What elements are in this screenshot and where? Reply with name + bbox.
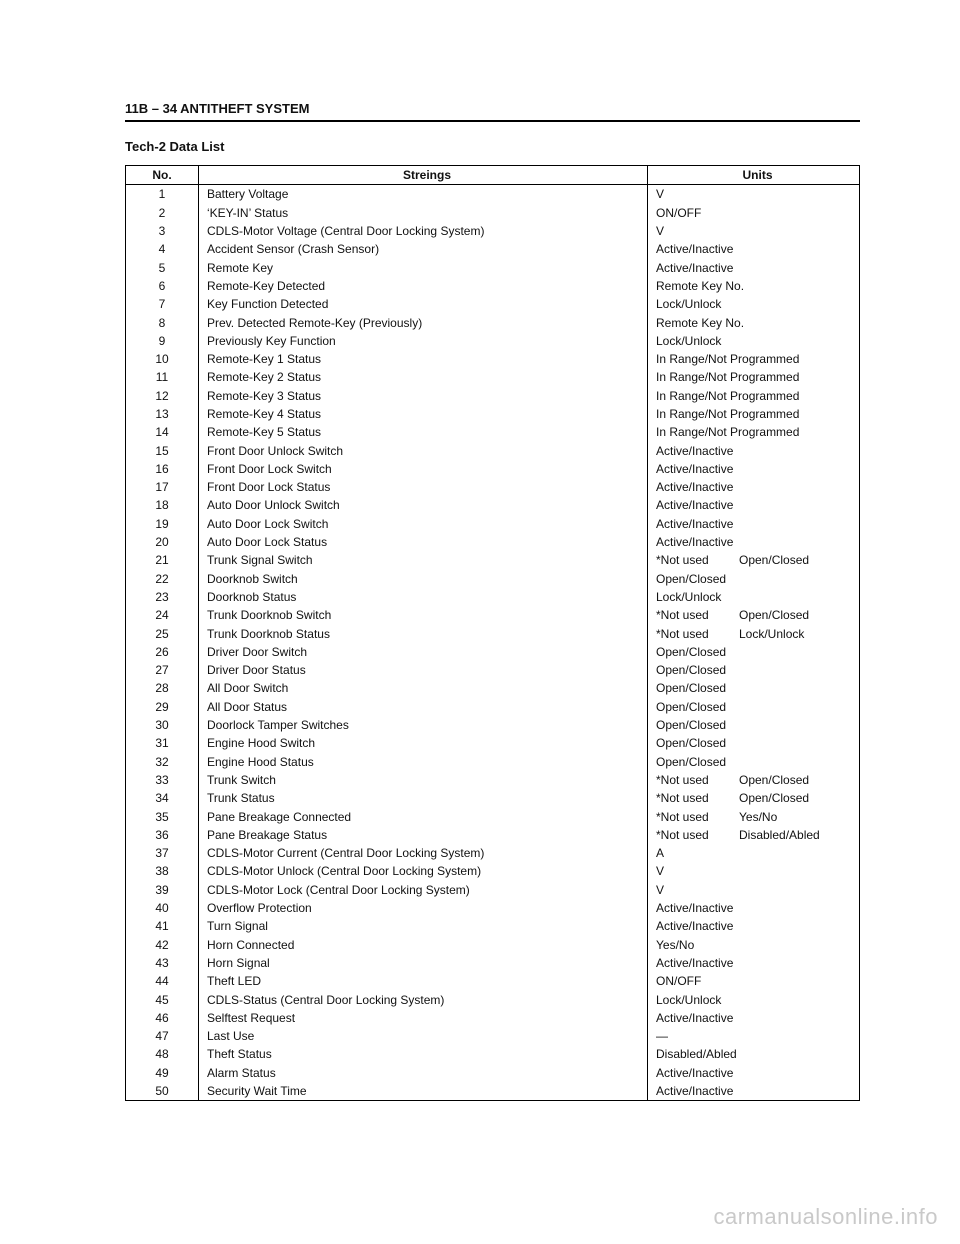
table-row bbox=[126, 807, 860, 825]
row-unit: In Range/Not Programmed bbox=[656, 388, 800, 403]
row-string: Accident Sensor (Crash Sensor) bbox=[199, 240, 648, 258]
row-string: Driver Door Status bbox=[199, 661, 648, 679]
row-unit: Active/Inactive bbox=[656, 535, 734, 550]
row-unit-cell bbox=[648, 570, 860, 588]
table-row bbox=[126, 606, 860, 624]
row-string: Trunk Signal Switch bbox=[199, 551, 648, 569]
row-unit: V bbox=[656, 882, 665, 897]
table-header-row bbox=[126, 166, 860, 185]
row-string: CDLS-Motor Lock (Central Door Locking System) bbox=[199, 881, 648, 899]
row-unit: Open/Closed bbox=[739, 791, 810, 806]
row-unit-cell bbox=[648, 862, 860, 880]
table-row bbox=[126, 661, 860, 679]
row-unit: A bbox=[656, 846, 665, 861]
row-unit: Open/Closed bbox=[739, 553, 810, 568]
table-row bbox=[126, 570, 860, 588]
row-unit: Active/Inactive bbox=[656, 955, 734, 970]
table-row bbox=[126, 917, 860, 935]
row-string: Doorlock Tamper Switches bbox=[199, 716, 648, 734]
table-row bbox=[126, 185, 860, 204]
row-unit-cell bbox=[648, 240, 860, 258]
table-row bbox=[126, 753, 860, 771]
row-string: Doorknob Status bbox=[199, 588, 648, 606]
row-unit: V bbox=[656, 187, 665, 202]
row-unit-cell bbox=[648, 1082, 860, 1101]
row-string: Remote Key bbox=[199, 258, 648, 276]
row-number: 9 bbox=[126, 332, 199, 350]
row-number: 37 bbox=[126, 844, 199, 862]
row-unit: Open/Closed bbox=[739, 608, 810, 623]
table-row bbox=[126, 350, 860, 368]
row-unit: Lock/Unlock bbox=[656, 333, 722, 348]
row-string: CDLS-Motor Current (Central Door Locking System) bbox=[199, 844, 648, 862]
row-string: Front Door Unlock Switch bbox=[199, 441, 648, 459]
row-number: 38 bbox=[126, 862, 199, 880]
row-number: 6 bbox=[126, 277, 199, 295]
row-number: 32 bbox=[126, 753, 199, 771]
row-number: 18 bbox=[126, 496, 199, 514]
table-row bbox=[126, 698, 860, 716]
table-row bbox=[126, 826, 860, 844]
row-unit: Open/Closed bbox=[739, 772, 810, 787]
row-number: 12 bbox=[126, 387, 199, 405]
row-unit-cell bbox=[648, 1045, 860, 1063]
table-row bbox=[126, 441, 860, 459]
table-row bbox=[126, 1064, 860, 1082]
row-string: Front Door Lock Status bbox=[199, 478, 648, 496]
row-string: Pane Breakage Status bbox=[199, 826, 648, 844]
row-unit: Active/Inactive bbox=[656, 498, 734, 513]
row-string: Remote-Key 1 Status bbox=[199, 350, 648, 368]
row-unit-cell bbox=[648, 734, 860, 752]
row-string: Turn Signal bbox=[199, 917, 648, 935]
row-unit: Active/Inactive bbox=[656, 260, 734, 275]
row-unit: Lock/Unlock bbox=[739, 626, 805, 641]
table-row bbox=[126, 240, 860, 258]
row-unit-cell bbox=[648, 222, 860, 240]
row-number: 43 bbox=[126, 954, 199, 972]
row-unit-cell bbox=[648, 899, 860, 917]
row-unit-cell bbox=[648, 789, 860, 807]
row-note: *Not used bbox=[656, 809, 709, 824]
tech2-data-table bbox=[125, 165, 860, 1101]
row-string: CDLS-Motor Unlock (Central Door Locking System) bbox=[199, 862, 648, 880]
table-row bbox=[126, 551, 860, 569]
row-string: Trunk Doorknob Status bbox=[199, 624, 648, 642]
table-row bbox=[126, 624, 860, 642]
row-string: All Door Status bbox=[199, 698, 648, 716]
row-unit: Remote Key No. bbox=[656, 315, 745, 330]
table-row bbox=[126, 496, 860, 514]
row-number: 35 bbox=[126, 807, 199, 825]
row-unit: Open/Closed bbox=[656, 736, 727, 751]
row-note: *Not used bbox=[656, 772, 709, 787]
row-string: Trunk Switch bbox=[199, 771, 648, 789]
row-unit: Open/Closed bbox=[656, 663, 727, 678]
row-unit: Active/Inactive bbox=[656, 919, 734, 934]
row-unit-cell bbox=[648, 954, 860, 972]
row-unit-cell bbox=[648, 753, 860, 771]
row-note: *Not used bbox=[656, 626, 709, 641]
row-unit-cell bbox=[648, 350, 860, 368]
row-string: All Door Switch bbox=[199, 679, 648, 697]
table-row bbox=[126, 515, 860, 533]
row-unit: Open/Closed bbox=[656, 644, 727, 659]
row-number: 4 bbox=[126, 240, 199, 258]
row-unit-cell bbox=[648, 661, 860, 679]
row-number: 31 bbox=[126, 734, 199, 752]
row-string: Remote-Key 4 Status bbox=[199, 405, 648, 423]
row-unit-cell bbox=[648, 533, 860, 551]
row-unit: Open/Closed bbox=[656, 754, 727, 769]
table-row bbox=[126, 862, 860, 880]
row-unit-cell bbox=[648, 1009, 860, 1027]
table-row bbox=[126, 1009, 860, 1027]
row-unit: Active/Inactive bbox=[656, 1083, 734, 1098]
table-row bbox=[126, 1082, 860, 1101]
row-string: Trunk Doorknob Switch bbox=[199, 606, 648, 624]
row-number: 7 bbox=[126, 295, 199, 313]
row-unit: — bbox=[656, 1029, 668, 1044]
row-string: Auto Door Lock Status bbox=[199, 533, 648, 551]
row-unit-cell bbox=[648, 917, 860, 935]
row-number: 49 bbox=[126, 1064, 199, 1082]
row-unit: Open/Closed bbox=[656, 571, 727, 586]
row-unit-cell bbox=[648, 423, 860, 441]
row-number: 19 bbox=[126, 515, 199, 533]
row-unit-cell bbox=[648, 643, 860, 661]
table-row bbox=[126, 954, 860, 972]
row-string: Remote-Key 5 Status bbox=[199, 423, 648, 441]
row-unit: Yes/No bbox=[739, 809, 778, 824]
row-unit: ON/OFF bbox=[656, 974, 702, 989]
row-string: Auto Door Lock Switch bbox=[199, 515, 648, 533]
row-unit-cell bbox=[648, 185, 860, 204]
row-unit: Open/Closed bbox=[656, 681, 727, 696]
table-row bbox=[126, 881, 860, 899]
row-unit: Disabled/Abled bbox=[656, 1047, 737, 1062]
row-number: 39 bbox=[126, 881, 199, 899]
table-row bbox=[126, 295, 860, 313]
row-unit-cell bbox=[648, 990, 860, 1008]
row-number: 22 bbox=[126, 570, 199, 588]
table-row bbox=[126, 588, 860, 606]
row-unit-cell bbox=[648, 698, 860, 716]
row-string: ‘KEY-IN’ Status bbox=[199, 204, 648, 222]
table-row bbox=[126, 899, 860, 917]
row-unit-cell bbox=[648, 405, 860, 423]
row-number: 45 bbox=[126, 990, 199, 1008]
table-row bbox=[126, 844, 860, 862]
table-row bbox=[126, 222, 860, 240]
row-number: 26 bbox=[126, 643, 199, 661]
row-number: 21 bbox=[126, 551, 199, 569]
row-unit: Open/Closed bbox=[656, 699, 727, 714]
row-unit-cell bbox=[648, 551, 860, 569]
row-unit: In Range/Not Programmed bbox=[656, 425, 800, 440]
row-unit: Active/Inactive bbox=[656, 1010, 734, 1025]
table-row bbox=[126, 771, 860, 789]
row-unit-cell bbox=[648, 679, 860, 697]
table-row bbox=[126, 368, 860, 386]
row-unit: Disabled/Abled bbox=[739, 827, 820, 842]
row-unit: In Range/Not Programmed bbox=[656, 370, 800, 385]
row-unit-cell bbox=[648, 881, 860, 899]
row-number: 15 bbox=[126, 441, 199, 459]
row-number: 29 bbox=[126, 698, 199, 716]
row-string: Remote-Key Detected bbox=[199, 277, 648, 295]
row-unit: V bbox=[656, 224, 665, 239]
row-unit-cell bbox=[648, 606, 860, 624]
row-unit: Lock/Unlock bbox=[656, 992, 722, 1007]
row-unit: Active/Inactive bbox=[656, 461, 734, 476]
table-row bbox=[126, 789, 860, 807]
row-unit: ON/OFF bbox=[656, 205, 702, 220]
table-row bbox=[126, 990, 860, 1008]
row-string: Trunk Status bbox=[199, 789, 648, 807]
row-unit-cell bbox=[648, 441, 860, 459]
row-number: 47 bbox=[126, 1027, 199, 1045]
row-number: 40 bbox=[126, 899, 199, 917]
table-row bbox=[126, 258, 860, 276]
row-string: Battery Voltage bbox=[199, 185, 648, 204]
row-number: 50 bbox=[126, 1082, 199, 1101]
table-row bbox=[126, 460, 860, 478]
table-row bbox=[126, 533, 860, 551]
table-row bbox=[126, 423, 860, 441]
row-unit: Active/Inactive bbox=[656, 516, 734, 531]
row-string: CDLS-Status (Central Door Locking System) bbox=[199, 990, 648, 1008]
row-number: 16 bbox=[126, 460, 199, 478]
row-string: Theft LED bbox=[199, 972, 648, 990]
row-string: Engine Hood Status bbox=[199, 753, 648, 771]
row-number: 8 bbox=[126, 313, 199, 331]
row-unit-cell bbox=[648, 496, 860, 514]
section-title: Tech-2 Data List bbox=[125, 139, 225, 154]
row-unit: Active/Inactive bbox=[656, 443, 734, 458]
row-string: Auto Door Unlock Switch bbox=[199, 496, 648, 514]
row-number: 48 bbox=[126, 1045, 199, 1063]
row-unit-cell bbox=[648, 807, 860, 825]
row-string: Pane Breakage Connected bbox=[199, 807, 648, 825]
table-row bbox=[126, 1027, 860, 1045]
row-unit: Active/Inactive bbox=[656, 480, 734, 495]
row-number: 34 bbox=[126, 789, 199, 807]
column-header-streings: Streings bbox=[199, 166, 648, 185]
row-unit-cell bbox=[648, 716, 860, 734]
row-unit-cell bbox=[648, 313, 860, 331]
row-string: Prev. Detected Remote-Key (Previously) bbox=[199, 313, 648, 331]
row-string: Alarm Status bbox=[199, 1064, 648, 1082]
row-number: 42 bbox=[126, 935, 199, 953]
row-number: 1 bbox=[126, 185, 199, 204]
table-row bbox=[126, 643, 860, 661]
row-string: Driver Door Switch bbox=[199, 643, 648, 661]
row-note: *Not used bbox=[656, 553, 709, 568]
row-number: 13 bbox=[126, 405, 199, 423]
page-header: 11B – 34 ANTITHEFT SYSTEM bbox=[125, 101, 860, 122]
row-unit-cell bbox=[648, 204, 860, 222]
row-string: Front Door Lock Switch bbox=[199, 460, 648, 478]
table-row bbox=[126, 405, 860, 423]
row-unit-cell bbox=[648, 624, 860, 642]
table-row bbox=[126, 716, 860, 734]
row-number: 28 bbox=[126, 679, 199, 697]
row-unit-cell bbox=[648, 277, 860, 295]
row-unit-cell bbox=[648, 588, 860, 606]
row-string: Key Function Detected bbox=[199, 295, 648, 313]
column-header-units: Units bbox=[648, 166, 860, 185]
row-number: 41 bbox=[126, 917, 199, 935]
row-number: 14 bbox=[126, 423, 199, 441]
row-string: Doorknob Switch bbox=[199, 570, 648, 588]
row-string: Last Use bbox=[199, 1027, 648, 1045]
row-unit-cell bbox=[648, 515, 860, 533]
row-unit-cell bbox=[648, 844, 860, 862]
row-unit: Active/Inactive bbox=[656, 242, 734, 257]
row-number: 30 bbox=[126, 716, 199, 734]
watermark: carmanualsonline.info bbox=[713, 1204, 938, 1229]
table-row bbox=[126, 313, 860, 331]
row-string: Remote-Key 2 Status bbox=[199, 368, 648, 386]
table-row bbox=[126, 972, 860, 990]
table-row bbox=[126, 387, 860, 405]
row-unit-cell bbox=[648, 258, 860, 276]
row-unit-cell bbox=[648, 935, 860, 953]
row-unit: Lock/Unlock bbox=[656, 589, 722, 604]
row-unit-cell bbox=[648, 295, 860, 313]
row-number: 11 bbox=[126, 368, 199, 386]
row-string: Horn Signal bbox=[199, 954, 648, 972]
row-number: 36 bbox=[126, 826, 199, 844]
row-note: *Not used bbox=[656, 608, 709, 623]
row-number: 24 bbox=[126, 606, 199, 624]
row-unit: Lock/Unlock bbox=[656, 297, 722, 312]
row-unit-cell bbox=[648, 460, 860, 478]
table-row bbox=[126, 332, 860, 350]
row-note: *Not used bbox=[656, 791, 709, 806]
row-unit: In Range/Not Programmed bbox=[656, 407, 800, 421]
row-string: Security Wait Time bbox=[199, 1082, 648, 1101]
row-string: Selftest Request bbox=[199, 1009, 648, 1027]
table-row bbox=[126, 734, 860, 752]
row-string: Theft Status bbox=[199, 1045, 648, 1063]
table-row bbox=[126, 679, 860, 697]
row-unit-cell bbox=[648, 826, 860, 844]
row-string: Horn Connected bbox=[199, 935, 648, 953]
row-note: *Not used bbox=[656, 827, 709, 842]
row-unit-cell bbox=[648, 478, 860, 496]
row-unit: V bbox=[656, 864, 665, 879]
row-string: Previously Key Function bbox=[199, 332, 648, 350]
row-number: 27 bbox=[126, 661, 199, 679]
row-string: Overflow Protection bbox=[199, 899, 648, 917]
row-number: 17 bbox=[126, 478, 199, 496]
row-unit: In Range/Not Programmed bbox=[656, 352, 800, 367]
table-row bbox=[126, 1045, 860, 1063]
row-unit-cell bbox=[648, 771, 860, 789]
row-unit: Active/Inactive bbox=[656, 1065, 734, 1080]
row-number: 44 bbox=[126, 972, 199, 990]
row-number: 33 bbox=[126, 771, 199, 789]
table-row bbox=[126, 204, 860, 222]
row-unit-cell bbox=[648, 972, 860, 990]
row-number: 25 bbox=[126, 624, 199, 642]
row-number: 2 bbox=[126, 204, 199, 222]
row-number: 3 bbox=[126, 222, 199, 240]
row-unit: Yes/No bbox=[656, 937, 695, 952]
row-number: 10 bbox=[126, 350, 199, 368]
row-unit-cell bbox=[648, 387, 860, 405]
table-row bbox=[126, 478, 860, 496]
row-unit: Open/Closed bbox=[656, 718, 727, 733]
table-row bbox=[126, 277, 860, 295]
row-number: 5 bbox=[126, 258, 199, 276]
row-string: Remote-Key 3 Status bbox=[199, 387, 648, 405]
column-header-no: No. bbox=[126, 166, 199, 185]
row-unit-cell bbox=[648, 332, 860, 350]
row-number: 20 bbox=[126, 533, 199, 551]
row-number: 46 bbox=[126, 1009, 199, 1027]
row-string: CDLS-Motor Voltage (Central Door Locking System) bbox=[199, 222, 648, 240]
row-unit: Active/Inactive bbox=[656, 901, 734, 916]
row-unit-cell bbox=[648, 368, 860, 386]
row-unit-cell bbox=[648, 1027, 860, 1045]
table-row bbox=[126, 935, 860, 953]
row-number: 23 bbox=[126, 588, 199, 606]
row-string: Engine Hood Switch bbox=[199, 734, 648, 752]
row-unit-cell bbox=[648, 1064, 860, 1082]
row-unit: Remote Key No. bbox=[656, 278, 745, 293]
